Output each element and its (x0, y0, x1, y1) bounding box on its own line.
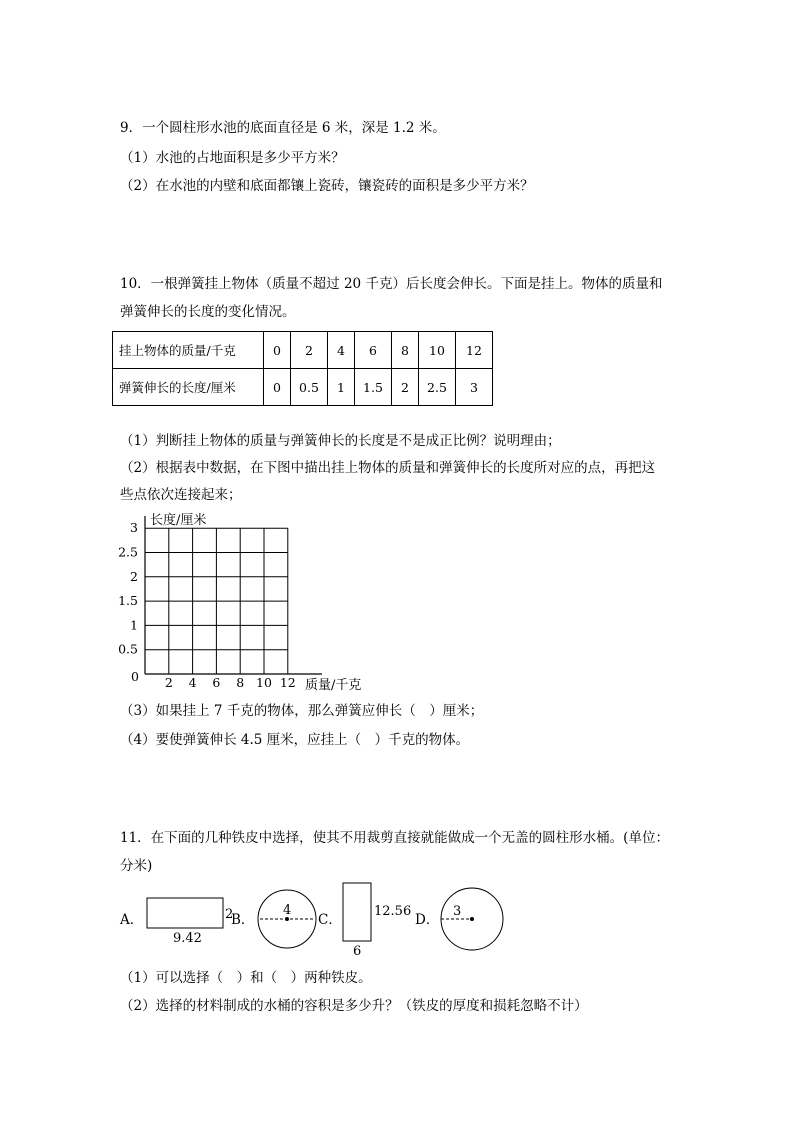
q11-title-line2: 分米) (120, 858, 153, 874)
table-cell: 10 (419, 332, 456, 369)
y-axis-label: 长度/厘米 (150, 513, 207, 528)
q9-title: 9．一个圆柱形水池的底面直径是 6 米，深是 1.2 米。 (120, 120, 446, 136)
option-a-width: 9.42 (173, 931, 202, 946)
table-cell: 1.5 (355, 369, 392, 406)
q10-part4: （4）要使弹簧伸长 4.5 厘米，应挂上（ ）千克的物体。 (120, 732, 470, 748)
q10-title-line1: 10．一根弹簧挂上物体（质量不超过 20 千克）后长度会伸长。下面是挂上。物体的质量和 (120, 276, 663, 292)
option-a-rectangle (147, 898, 223, 928)
q10-part2-line2: 些点依次连接起来； (120, 487, 242, 503)
x-tick-label: 10 (256, 675, 272, 690)
x-tick-label: 2 (164, 675, 173, 690)
origin-label: 0 (131, 669, 139, 684)
table-cell: 0 (264, 332, 291, 369)
option-d-center-dot (470, 917, 474, 921)
option-d-value: 3 (453, 904, 462, 919)
table-cell: 1 (328, 369, 355, 406)
table-cell: 2 (392, 369, 419, 406)
y-tick-label: 1.5 (118, 593, 138, 609)
q10-title-line2: 弹簧伸长的长度的变化情况。 (120, 304, 296, 320)
table-cell: 0.5 (291, 369, 328, 406)
x-tick-label: 6 (212, 675, 221, 690)
option-a-height: 2 (225, 907, 234, 922)
option-b-value: 4 (283, 903, 292, 918)
x-axis-label: 质量/千克 (305, 678, 362, 693)
row-header-mass: 挂上物体的质量/千克 (113, 332, 264, 369)
y-tick-label: 2.5 (118, 544, 138, 560)
table-cell: 6 (355, 332, 392, 369)
table-cell: 0 (264, 369, 291, 406)
option-a-label: A． (120, 912, 144, 928)
q11-part1: （1）可以选择（ ）和（ ）两种铁皮。 (120, 970, 372, 986)
y-tick-label: 2 (130, 568, 138, 584)
x-tick-label: 8 (236, 675, 245, 690)
table-cell: 4 (328, 332, 355, 369)
table-cell: 2 (291, 332, 328, 369)
q11-part2: （2）选择的材料制成的水桶的容积是多少升？（铁皮的厚度和损耗忽略不计） (120, 998, 588, 1014)
y-tick-label: 1 (130, 617, 138, 633)
option-c-rectangle (343, 883, 371, 941)
option-c-height: 12.56 (374, 904, 412, 919)
row-header-length: 弹簧伸长的长度/厘米 (113, 369, 264, 406)
q9-part2: （2）在水池的内壁和底面都镶上瓷砖，镶瓷砖的面积是多少平方米？ (120, 178, 534, 194)
x-tick-label: 4 (188, 675, 197, 690)
table-cell: 8 (392, 332, 419, 369)
table-cell: 2.5 (419, 369, 456, 406)
q9-part1: （1）水池的占地面积是多少平方米？ (120, 150, 345, 166)
option-d-label: D． (415, 912, 440, 928)
q11-title-line1: 11．在下面的几种铁皮中选择，使其不用裁剪直接就能做成一个无盖的圆柱形水桶。(单位： (120, 830, 669, 846)
option-c-label: C． (318, 912, 342, 928)
option-c-width: 6 (353, 944, 362, 959)
y-tick-label: 0.5 (118, 641, 138, 657)
table-cell: 3 (456, 369, 493, 406)
q10-part3: （3）如果挂上 7 千克的物体，那么弹簧应伸长（ ）厘米； (120, 703, 484, 719)
option-b-label: B． (231, 912, 255, 928)
table-cell: 12 (456, 332, 493, 369)
x-tick-label: 12 (279, 675, 296, 690)
y-tick-label: 3 (130, 520, 138, 536)
q10-part1: （1）判断挂上物体的质量与弹簧伸长的长度是不是成正比例？说明理由； (120, 433, 561, 449)
q10-part2-line1: （2）根据表中数据，在下图中描出挂上物体的质量和弹簧伸长的长度所对应的点，再把这 (120, 460, 656, 476)
